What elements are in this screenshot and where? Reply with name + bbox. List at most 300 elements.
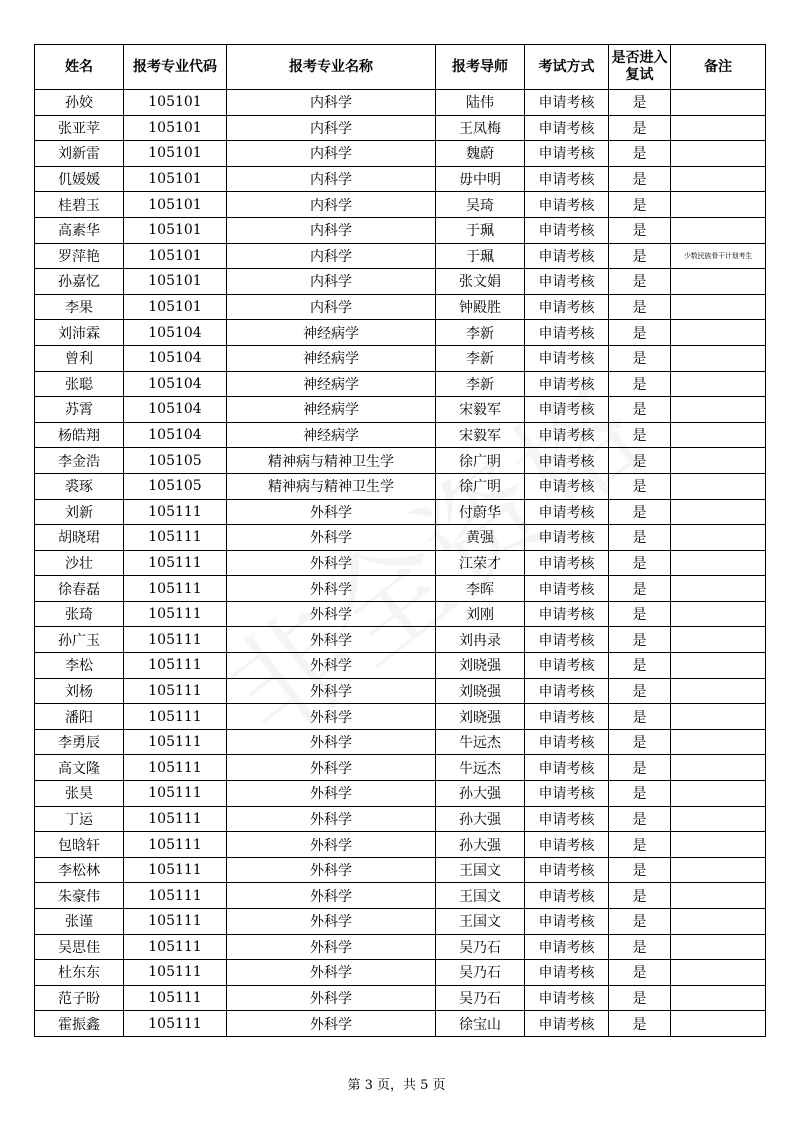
cell-method: 申请考核 [525, 704, 609, 730]
cell-major: 外科学 [227, 678, 436, 704]
cell-remark [671, 525, 766, 551]
cell-retest: 是 [609, 320, 671, 346]
cell-retest: 是 [609, 345, 671, 371]
cell-major: 外科学 [227, 1011, 436, 1037]
cell-code: 105111 [124, 576, 227, 602]
cell-remark [671, 294, 766, 320]
cell-method: 申请考核 [525, 960, 609, 986]
cell-major: 神经病学 [227, 371, 436, 397]
cell-major: 外科学 [227, 525, 436, 551]
cell-advisor: 吴乃石 [436, 960, 525, 986]
cell-major: 外科学 [227, 729, 436, 755]
cell-retest: 是 [609, 934, 671, 960]
cell-name: 曾利 [35, 345, 124, 371]
cell-code: 105101 [124, 115, 227, 141]
cell-code: 105104 [124, 371, 227, 397]
cell-name: 孙姣 [35, 90, 124, 116]
cell-name: 张亚苹 [35, 115, 124, 141]
table-row [35, 550, 766, 576]
cell-name: 李松 [35, 653, 124, 679]
cell-name: 杨皓翔 [35, 422, 124, 448]
table-row [35, 192, 766, 218]
cell-remark [671, 704, 766, 730]
cell-major: 神经病学 [227, 422, 436, 448]
cell-remark [671, 166, 766, 192]
table-row [35, 345, 766, 371]
cell-retest: 是 [609, 217, 671, 243]
cell-method: 申请考核 [525, 653, 609, 679]
cell-major: 内科学 [227, 141, 436, 167]
cell-method: 申请考核 [525, 857, 609, 883]
table-row [35, 729, 766, 755]
cell-method: 申请考核 [525, 729, 609, 755]
cell-major: 外科学 [227, 960, 436, 986]
cell-advisor: 江荣才 [436, 550, 525, 576]
cell-code: 105104 [124, 320, 227, 346]
cell-remark [671, 90, 766, 116]
table-row [35, 832, 766, 858]
cell-remark [671, 320, 766, 346]
cell-remark [671, 729, 766, 755]
cell-advisor: 牛远杰 [436, 729, 525, 755]
cell-major: 神经病学 [227, 397, 436, 423]
table-row [35, 294, 766, 320]
cell-major: 外科学 [227, 755, 436, 781]
cell-advisor: 孙大强 [436, 832, 525, 858]
cell-remark [671, 960, 766, 986]
cell-method: 申请考核 [525, 422, 609, 448]
cell-remark [671, 473, 766, 499]
cell-advisor: 王凤梅 [436, 115, 525, 141]
cell-advisor: 于珮 [436, 217, 525, 243]
cell-name: 刘新雷 [35, 141, 124, 167]
cell-remark [671, 627, 766, 653]
cell-advisor: 刘冉录 [436, 627, 525, 653]
cell-method: 申请考核 [525, 909, 609, 935]
cell-advisor: 李新 [436, 320, 525, 346]
cell-major: 精神病与精神卫生学 [227, 448, 436, 474]
cell-code: 105111 [124, 832, 227, 858]
cell-remark [671, 422, 766, 448]
cell-major: 神经病学 [227, 320, 436, 346]
cell-remark: 少数民族骨干计划考生 [671, 243, 766, 269]
cell-name: 裘琢 [35, 473, 124, 499]
cell-major: 内科学 [227, 166, 436, 192]
header-remark: 备注 [671, 45, 766, 90]
cell-advisor: 吴乃石 [436, 985, 525, 1011]
cell-method: 申请考核 [525, 243, 609, 269]
header-retest: 是否进入复试 [609, 45, 671, 90]
cell-name: 徐春磊 [35, 576, 124, 602]
table-row [35, 601, 766, 627]
cell-code: 105111 [124, 499, 227, 525]
cell-retest: 是 [609, 781, 671, 807]
cell-advisor: 毋中明 [436, 166, 525, 192]
cell-advisor: 孙大强 [436, 806, 525, 832]
cell-advisor: 刘晓强 [436, 704, 525, 730]
cell-code: 105111 [124, 934, 227, 960]
cell-code: 105104 [124, 345, 227, 371]
cell-major: 外科学 [227, 653, 436, 679]
cell-name: 桂碧玉 [35, 192, 124, 218]
cell-retest: 是 [609, 755, 671, 781]
cell-remark [671, 806, 766, 832]
cell-retest: 是 [609, 678, 671, 704]
table-row [35, 1011, 766, 1037]
cell-advisor: 李新 [436, 371, 525, 397]
cell-method: 申请考核 [525, 934, 609, 960]
cell-remark [671, 1011, 766, 1037]
cell-remark [671, 857, 766, 883]
cell-retest: 是 [609, 653, 671, 679]
cell-method: 申请考核 [525, 755, 609, 781]
cell-name: 包晗轩 [35, 832, 124, 858]
cell-advisor: 徐广明 [436, 448, 525, 474]
cell-major: 外科学 [227, 499, 436, 525]
table-row [35, 217, 766, 243]
cell-code: 105101 [124, 90, 227, 116]
cell-remark [671, 934, 766, 960]
cell-name: 沙壮 [35, 550, 124, 576]
cell-method: 申请考核 [525, 192, 609, 218]
cell-retest: 是 [609, 525, 671, 551]
cell-remark [671, 653, 766, 679]
cell-code: 105111 [124, 729, 227, 755]
cell-method: 申请考核 [525, 806, 609, 832]
table-row [35, 934, 766, 960]
cell-method: 申请考核 [525, 294, 609, 320]
cell-retest: 是 [609, 422, 671, 448]
cell-method: 申请考核 [525, 525, 609, 551]
table-row [35, 320, 766, 346]
table-row [35, 90, 766, 116]
cell-code: 105111 [124, 909, 227, 935]
cell-method: 申请考核 [525, 269, 609, 295]
cell-major: 外科学 [227, 781, 436, 807]
cell-method: 申请考核 [525, 90, 609, 116]
cell-name: 朱豪伟 [35, 883, 124, 909]
cell-remark [671, 192, 766, 218]
cell-method: 申请考核 [525, 627, 609, 653]
cell-code: 105111 [124, 1011, 227, 1037]
cell-retest: 是 [609, 985, 671, 1011]
cell-method: 申请考核 [525, 678, 609, 704]
cell-code: 105111 [124, 781, 227, 807]
cell-remark [671, 345, 766, 371]
cell-name: 仉媛媛 [35, 166, 124, 192]
table-row [35, 576, 766, 602]
cell-code: 105111 [124, 678, 227, 704]
cell-name: 罗萍艳 [35, 243, 124, 269]
cell-name: 范子盼 [35, 985, 124, 1011]
cell-code: 105111 [124, 883, 227, 909]
cell-major: 内科学 [227, 115, 436, 141]
cell-method: 申请考核 [525, 985, 609, 1011]
cell-method: 申请考核 [525, 371, 609, 397]
cell-retest: 是 [609, 294, 671, 320]
table-row [35, 422, 766, 448]
cell-major: 外科学 [227, 550, 436, 576]
cell-name: 杜东东 [35, 960, 124, 986]
cell-name: 孙广玉 [35, 627, 124, 653]
cell-code: 105101 [124, 269, 227, 295]
cell-major: 外科学 [227, 883, 436, 909]
cell-retest: 是 [609, 141, 671, 167]
table-row [35, 704, 766, 730]
cell-method: 申请考核 [525, 1011, 609, 1037]
cell-method: 申请考核 [525, 781, 609, 807]
cell-major: 精神病与精神卫生学 [227, 473, 436, 499]
cell-remark [671, 448, 766, 474]
cell-major: 内科学 [227, 192, 436, 218]
cell-remark [671, 985, 766, 1011]
cell-name: 丁运 [35, 806, 124, 832]
cell-retest: 是 [609, 960, 671, 986]
cell-retest: 是 [609, 269, 671, 295]
cell-advisor: 吴乃石 [436, 934, 525, 960]
cell-major: 外科学 [227, 806, 436, 832]
cell-code: 105101 [124, 217, 227, 243]
cell-name: 苏霄 [35, 397, 124, 423]
table-row [35, 397, 766, 423]
cell-name: 高素华 [35, 217, 124, 243]
cell-retest: 是 [609, 704, 671, 730]
cell-retest: 是 [609, 627, 671, 653]
cell-method: 申请考核 [525, 448, 609, 474]
cell-remark [671, 601, 766, 627]
cell-code: 105111 [124, 985, 227, 1011]
cell-advisor: 徐广明 [436, 473, 525, 499]
cell-remark [671, 217, 766, 243]
table-row [35, 806, 766, 832]
table-row [35, 960, 766, 986]
cell-major: 内科学 [227, 217, 436, 243]
cell-retest: 是 [609, 90, 671, 116]
cell-method: 申请考核 [525, 166, 609, 192]
cell-retest: 是 [609, 909, 671, 935]
cell-advisor: 张文娟 [436, 269, 525, 295]
cell-major: 外科学 [227, 857, 436, 883]
cell-name: 胡晓珺 [35, 525, 124, 551]
cell-advisor: 于珮 [436, 243, 525, 269]
cell-code: 105111 [124, 704, 227, 730]
cell-name: 张聪 [35, 371, 124, 397]
cell-major: 外科学 [227, 576, 436, 602]
cell-advisor: 刘晓强 [436, 678, 525, 704]
table-row [35, 525, 766, 551]
cell-retest: 是 [609, 448, 671, 474]
cell-advisor: 刘晓强 [436, 653, 525, 679]
cell-major: 内科学 [227, 243, 436, 269]
cell-name: 李勇辰 [35, 729, 124, 755]
cell-code: 105101 [124, 243, 227, 269]
table-row [35, 653, 766, 679]
cell-retest: 是 [609, 371, 671, 397]
cell-code: 105111 [124, 525, 227, 551]
cell-code: 105101 [124, 166, 227, 192]
cell-major: 内科学 [227, 294, 436, 320]
cell-major: 神经病学 [227, 345, 436, 371]
cell-advisor: 吴琦 [436, 192, 525, 218]
table-row [35, 115, 766, 141]
cell-remark [671, 141, 766, 167]
cell-advisor: 徐宝山 [436, 1011, 525, 1037]
cell-retest: 是 [609, 729, 671, 755]
table-row [35, 269, 766, 295]
cell-method: 申请考核 [525, 576, 609, 602]
cell-advisor: 陆伟 [436, 90, 525, 116]
cell-major: 外科学 [227, 627, 436, 653]
cell-advisor: 刘刚 [436, 601, 525, 627]
cell-advisor: 宋毅军 [436, 422, 525, 448]
cell-retest: 是 [609, 243, 671, 269]
admission-table [34, 44, 766, 1037]
cell-retest: 是 [609, 499, 671, 525]
cell-advisor: 黄强 [436, 525, 525, 551]
cell-name: 吴思佳 [35, 934, 124, 960]
cell-code: 105111 [124, 601, 227, 627]
cell-remark [671, 909, 766, 935]
cell-retest: 是 [609, 397, 671, 423]
table-row [35, 985, 766, 1011]
cell-remark [671, 499, 766, 525]
cell-major: 外科学 [227, 832, 436, 858]
cell-remark [671, 576, 766, 602]
cell-advisor: 钟殿胜 [436, 294, 525, 320]
table-row [35, 755, 766, 781]
table-row [35, 627, 766, 653]
cell-retest: 是 [609, 166, 671, 192]
cell-code: 105111 [124, 627, 227, 653]
cell-code: 105111 [124, 755, 227, 781]
cell-name: 李金浩 [35, 448, 124, 474]
table-row [35, 909, 766, 935]
cell-name: 李果 [35, 294, 124, 320]
cell-remark [671, 371, 766, 397]
cell-method: 申请考核 [525, 397, 609, 423]
cell-retest: 是 [609, 473, 671, 499]
cell-remark [671, 883, 766, 909]
header-major: 报考专业名称 [227, 45, 436, 90]
cell-code: 105104 [124, 422, 227, 448]
cell-advisor: 李晖 [436, 576, 525, 602]
cell-retest: 是 [609, 832, 671, 858]
table-row [35, 243, 766, 269]
cell-name: 张琦 [35, 601, 124, 627]
cell-major: 外科学 [227, 601, 436, 627]
cell-name: 张昊 [35, 781, 124, 807]
cell-code: 105105 [124, 473, 227, 499]
table-row [35, 499, 766, 525]
cell-retest: 是 [609, 576, 671, 602]
cell-code: 105101 [124, 141, 227, 167]
cell-major: 外科学 [227, 985, 436, 1011]
cell-name: 高文隆 [35, 755, 124, 781]
cell-major: 内科学 [227, 90, 436, 116]
cell-advisor: 王国文 [436, 883, 525, 909]
cell-code: 105111 [124, 960, 227, 986]
cell-code: 105111 [124, 653, 227, 679]
cell-retest: 是 [609, 883, 671, 909]
cell-remark [671, 832, 766, 858]
cell-retest: 是 [609, 115, 671, 141]
cell-remark [671, 269, 766, 295]
cell-retest: 是 [609, 550, 671, 576]
cell-method: 申请考核 [525, 550, 609, 576]
cell-code: 105101 [124, 294, 227, 320]
cell-major: 外科学 [227, 909, 436, 935]
cell-name: 潘阳 [35, 704, 124, 730]
table-row [35, 473, 766, 499]
cell-code: 105111 [124, 806, 227, 832]
cell-advisor: 王国文 [436, 909, 525, 935]
cell-remark [671, 781, 766, 807]
cell-code: 105104 [124, 397, 227, 423]
cell-code: 105101 [124, 192, 227, 218]
cell-name: 孙嘉忆 [35, 269, 124, 295]
cell-advisor: 宋毅军 [436, 397, 525, 423]
cell-remark [671, 397, 766, 423]
cell-method: 申请考核 [525, 345, 609, 371]
cell-code: 105111 [124, 550, 227, 576]
cell-retest: 是 [609, 601, 671, 627]
cell-method: 申请考核 [525, 115, 609, 141]
cell-advisor: 孙大强 [436, 781, 525, 807]
table-row [35, 448, 766, 474]
cell-advisor: 李新 [436, 345, 525, 371]
cell-retest: 是 [609, 1011, 671, 1037]
cell-advisor: 付蔚华 [436, 499, 525, 525]
table-row [35, 857, 766, 883]
cell-name: 刘杨 [35, 678, 124, 704]
cell-method: 申请考核 [525, 320, 609, 346]
table-row [35, 781, 766, 807]
cell-name: 李松林 [35, 857, 124, 883]
cell-remark [671, 755, 766, 781]
cell-method: 申请考核 [525, 499, 609, 525]
table-row [35, 678, 766, 704]
cell-code: 105105 [124, 448, 227, 474]
cell-method: 申请考核 [525, 473, 609, 499]
cell-remark [671, 678, 766, 704]
table-body [35, 90, 766, 1037]
cell-code: 105111 [124, 857, 227, 883]
cell-method: 申请考核 [525, 217, 609, 243]
cell-remark [671, 115, 766, 141]
cell-method: 申请考核 [525, 883, 609, 909]
header-name: 姓名 [35, 45, 124, 90]
table-row [35, 883, 766, 909]
cell-name: 张谨 [35, 909, 124, 935]
cell-name: 刘沛霖 [35, 320, 124, 346]
header-code: 报考专业代码 [124, 45, 227, 90]
cell-major: 外科学 [227, 934, 436, 960]
cell-name: 刘新 [35, 499, 124, 525]
cell-advisor: 王国文 [436, 857, 525, 883]
header-method: 考试方式 [525, 45, 609, 90]
cell-major: 内科学 [227, 269, 436, 295]
header-row [35, 45, 766, 90]
cell-method: 申请考核 [525, 141, 609, 167]
page-footer: 第 3 页，共 5 页 [347, 1078, 446, 1093]
cell-retest: 是 [609, 192, 671, 218]
table-row [35, 166, 766, 192]
cell-method: 申请考核 [525, 601, 609, 627]
cell-remark [671, 550, 766, 576]
cell-advisor: 牛远杰 [436, 755, 525, 781]
cell-retest: 是 [609, 806, 671, 832]
table-row [35, 371, 766, 397]
